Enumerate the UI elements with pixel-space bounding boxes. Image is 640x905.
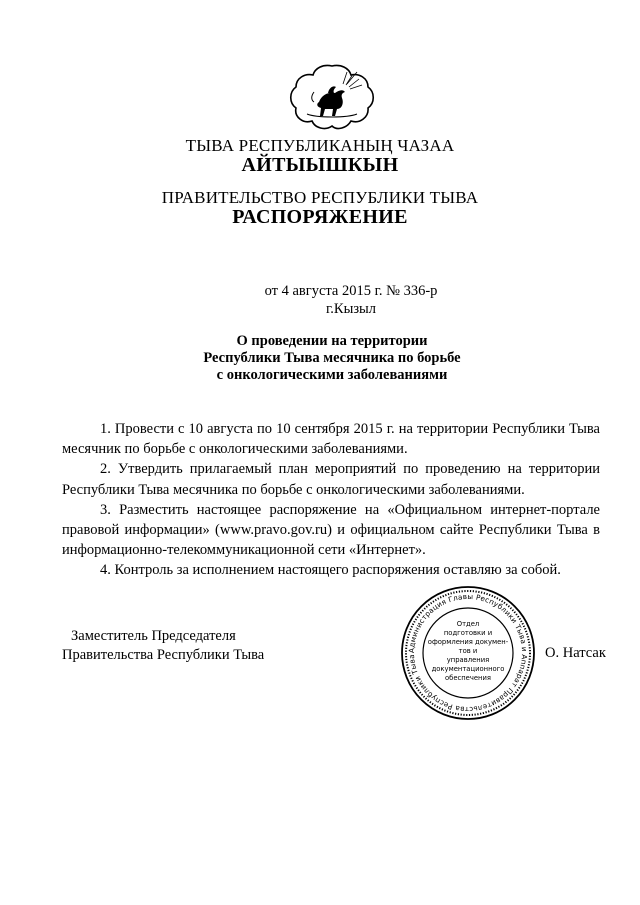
stamp-center-line: обеспечения — [444, 674, 492, 682]
stamp-center-line: оформления докумен- — [427, 638, 509, 646]
coat-of-arms-emblem — [289, 62, 375, 132]
document-title-line: с онкологическими заболеваниями — [216, 367, 448, 383]
document-date-number: от 4 августа 2015 г. № 336-р — [264, 283, 438, 299]
document-title — [12, 333, 640, 384]
document-city: г.Кызыл — [325, 301, 377, 317]
header-government-title: ПРАВИТЕЛЬСТВО РЕСПУБЛИКИ ТЫВА — [161, 188, 479, 207]
document-title-line: О проведении на территории — [236, 333, 428, 349]
signatory-name: О. Натсак — [545, 645, 606, 661]
header-document-type: РАСПОРЯЖЕНИЕ — [232, 206, 408, 228]
body-paragraph: 2. Утвердить прилагаемый план мероприятий по проведению на территории Республики Тыва месячника по борьбе с онкологическими заболеваниями. — [62, 461, 600, 498]
stamp-center-line: Отдел — [456, 620, 480, 628]
document-title-line: Республики Тыва месячника по борьбе — [203, 350, 461, 366]
stamp-center-line: тов и — [458, 647, 478, 655]
signatory-position-line: Правительства Республики Тыва — [62, 647, 265, 663]
stamp-center-line: документационного — [431, 665, 505, 673]
stamp-ring-text: Администрация Главы Республики Тыва и Аппарат Правительства Республики Тыва — [406, 591, 530, 715]
body-paragraph: 4. Контроль за исполнением настоящего распоряжения оставляю за собой. — [100, 562, 561, 579]
header-tuvan-document-type: АЙТЫЫШКЫН — [241, 154, 399, 176]
official-stamp — [400, 585, 536, 721]
stamp-center-line: управления — [446, 656, 490, 664]
stamp-center-line: подготовки и — [443, 629, 493, 637]
header-tuvan-government-title: ТЫВА РЕСПУБЛИКАНЫҢ ЧАЗАА — [185, 136, 455, 155]
document-body — [62, 419, 600, 581]
body-paragraph: 1. Провести с 10 августа по 10 сентября 2015 г. на территории Республики Тыва месячник по борьбе с онкологическими заболеваниями. — [62, 421, 600, 458]
body-paragraph: 3. Разместить настоящее распоряжение на «Официальном интернет-портале правовой информации» (www.pravo.gov.ru) и официальном сайте Республики Тыва в информационно-телекоммуникационной сети «Интернет». — [62, 501, 600, 559]
signatory-position — [62, 627, 265, 665]
signatory-position-line: Заместитель Председателя — [71, 628, 236, 644]
